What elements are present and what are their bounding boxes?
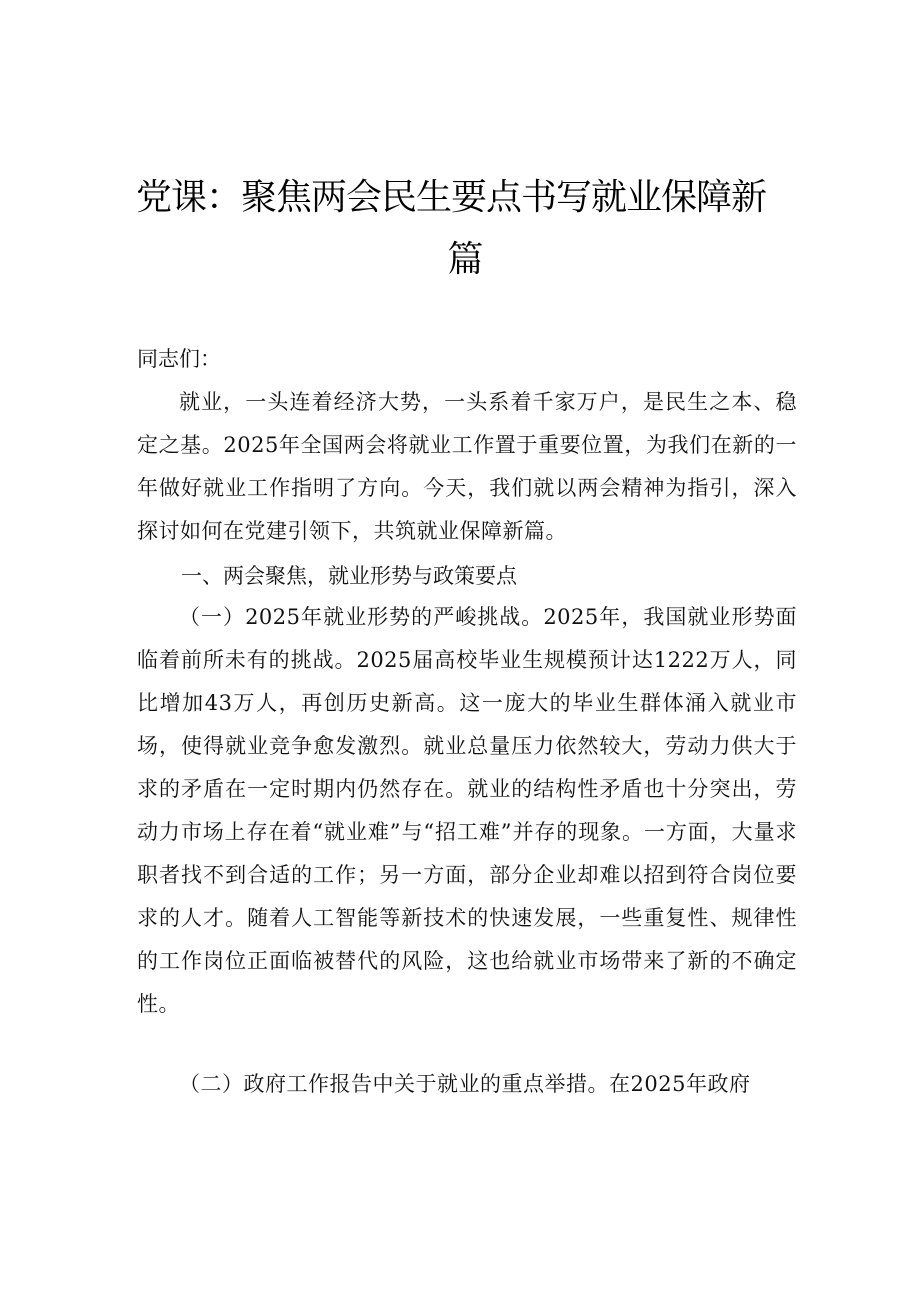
subsection-1-paragraph: （一）2025年就业形势的严峻挑战。2025年，我国就业形势面临着前所未有的挑战。2025届高校毕业生规模预计达1222万人，同比增加43万人，再创历史新高。这一庞大的毕业生群体涌入就业市场，使得就业竞争愈发激烈。就业总量压力依然较大，劳动力供大于求的矛盾在一定时期内仍然存在。就业的结构性矛盾也十分突出，劳动力市场上存在着“就业难”与“招工难”并存的现象。一方面，大量求职者找不到合适的工作；另一方面，部分企业却难以招到符合岗位要求的人才。随着人工智能等新技术的快速发展，一些重复性、规律性的工作岗位正面临被替代的风险，这也给就业市场带来了新的不确定性。 [137,605,797,1016]
intro-paragraph: 就业，一头连着经济大势，一头系着千家万户，是民生之本、稳定之基。2025年全国两会将就业工作置于重要位置，为我们在新的一年做好就业工作指明了方向。今天，我们就以两会精神为指引，深入探讨如何在党建引领下，共筑就业保障新篇。 [137,390,797,543]
document-title-line-2: 篇 [447,239,483,280]
salutation: 同志们： [137,347,221,371]
document-title-line-1: 党课：聚焦两会民生要点书写就业保障新 [136,177,767,218]
section-heading-1: 一、两会聚焦，就业形势与政策要点 [181,564,517,588]
subsection-2-paragraph: （二）政府工作报告中关于就业的重点举措。在2025年政府 [179,1072,751,1096]
